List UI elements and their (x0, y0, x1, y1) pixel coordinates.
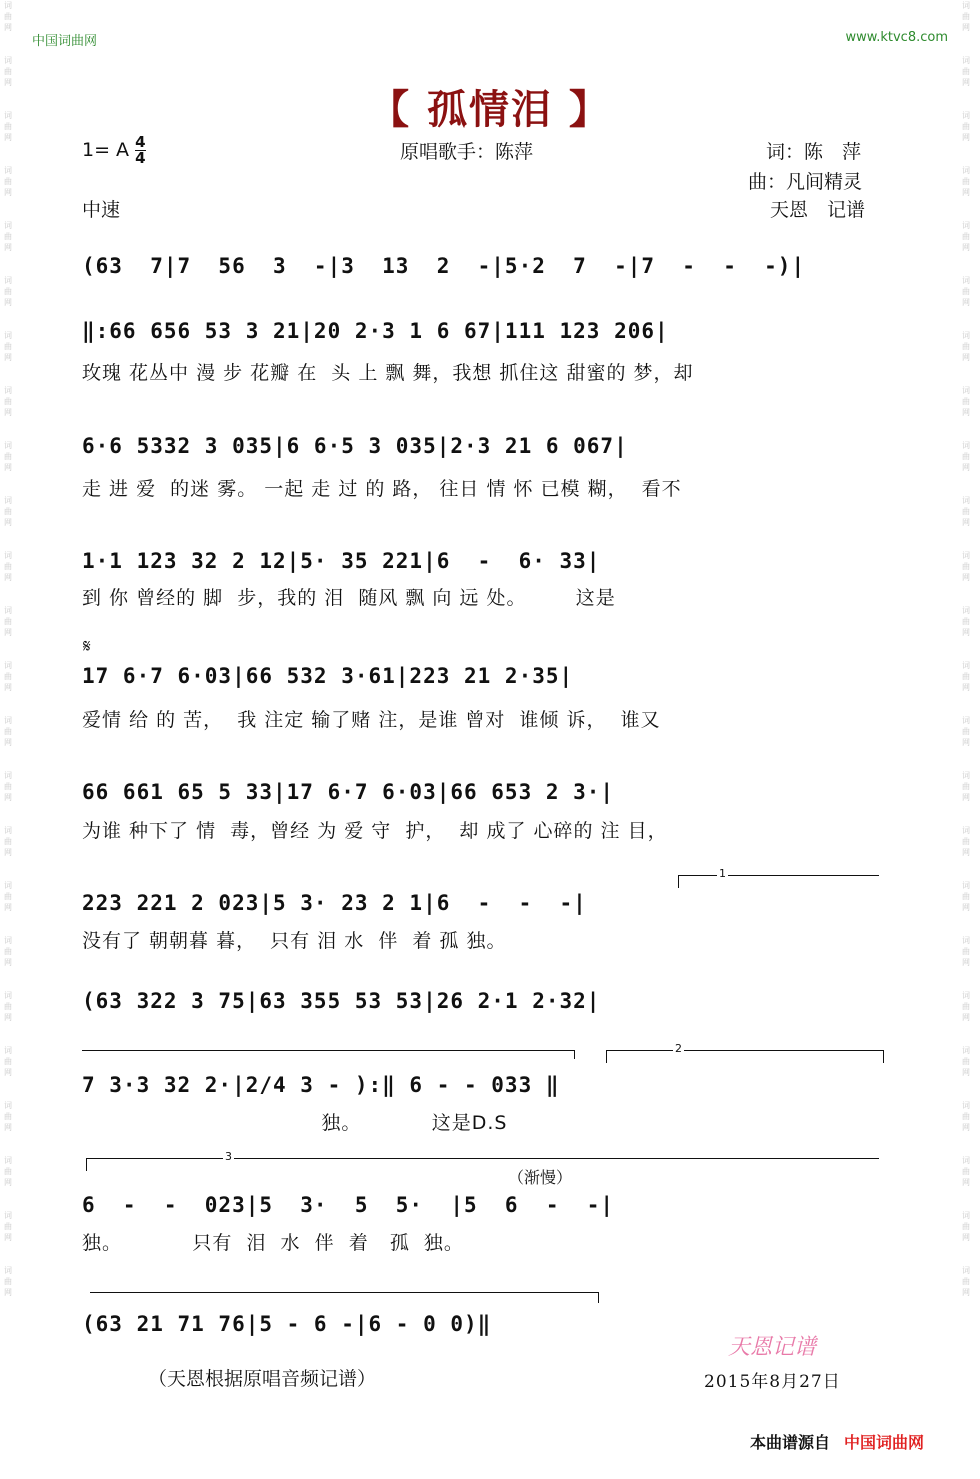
watermark-text: 词曲网 (4, 1156, 12, 1187)
watermark-text: 词曲网 (4, 386, 12, 417)
watermark-text: 词曲网 (962, 1046, 970, 1077)
watermark-text: 词曲网 (4, 1101, 12, 1132)
score-line-10-lyrics: 独。 只有 泪 水 伴 着 孤 独。 (82, 1232, 464, 1254)
footer-credit-site[interactable]: 中国词曲网 (844, 1433, 925, 1452)
watermark-text: 词曲网 (962, 661, 970, 692)
watermark-text: 词曲网 (962, 716, 970, 747)
watermark-text: 词曲网 (4, 606, 12, 637)
transcription-date: 2015年8月27日 (704, 1372, 841, 1392)
watermark-text: 词曲网 (962, 166, 970, 197)
watermark-text: 词曲网 (4, 771, 12, 802)
second-ending-bracket: 2 (606, 1050, 884, 1063)
watermark-text: 词曲网 (4, 331, 12, 362)
time-signature: $\frac{4}{4}$ (135, 133, 146, 167)
watermark-text: 词曲网 (4, 1211, 12, 1242)
score-line-5-notes: 17 6·7 6·03|66 532 3·61|223 21 2·35| (82, 664, 574, 688)
watermark-text: 词曲网 (962, 881, 970, 912)
watermark-text: 词曲网 (4, 826, 12, 857)
watermark-text: 词曲网 (962, 826, 970, 857)
watermark-text: 词曲网 (962, 276, 970, 307)
watermark-text: 词曲网 (962, 1156, 970, 1187)
score-line-7-notes: 223 221 2 023|5 3· 23 2 1|6 - - -| (82, 891, 587, 915)
footer-credit (750, 1430, 924, 1453)
watermark-text: 词曲网 (962, 606, 970, 637)
first-ending-continuation (82, 1050, 575, 1059)
watermark-text: 词曲网 (4, 1266, 12, 1297)
original-singer: 原唱歌手：陈萍 (400, 141, 534, 163)
score-line-9-notes: 7 3·3 32 2·|2/4 3 - ):‖ 6 - - 033 ‖ (82, 1073, 560, 1097)
third-ending-bracket: 3 (86, 1158, 879, 1171)
watermark-text: 词曲网 (962, 386, 970, 417)
watermark-text: 词曲网 (4, 881, 12, 912)
score-line-6-lyrics: 为谁 种下了 情 毒，曾经 为 爱 守 护， 却 成了 心碎的 注 目， (82, 820, 668, 842)
footer-credit-label: 本曲谱源自 (750, 1433, 831, 1452)
song-title: 【 孤情泪 】 (369, 87, 611, 133)
watermark-text: 词曲网 (4, 221, 12, 252)
watermark-text: 词曲网 (4, 551, 12, 582)
score-line-9-lyrics: 独。 这是D.S (82, 1112, 508, 1134)
watermark-text: 词曲网 (4, 1046, 12, 1077)
score-line-7-lyrics: 没有了 朝朝暮 暮， 只有 泪 水 伴 着 孤 独。 (82, 930, 507, 952)
transcriber: 天恩 记谱 (770, 199, 866, 221)
score-line-3-lyrics: 走 进 爱 的迷 雾。 一起 走 过 的 路， 往日 情 怀 已模 糊， 看不 (82, 478, 682, 500)
transcriber-seal: 天恩记谱 (728, 1335, 817, 1360)
watermark-text: 词曲网 (4, 1, 12, 32)
watermark-text: 词曲网 (4, 991, 12, 1022)
score-line-2-notes: ‖:66 656 53 3 21|20 2·3 1 6 67|111 123 206| (82, 319, 669, 343)
watermark-text: 词曲网 (4, 111, 12, 142)
score-line-2-lyrics: 玫瑰 花丛中 漫 步 花瓣 在 头 上 飘 舞，我想 抓住这 甜蜜的 梦，却 (82, 362, 694, 384)
watermark-text: 词曲网 (4, 441, 12, 472)
score-line-1-notes: (63 7|7 56 3 -|3 13 2 -|5·2 7 -|7 - - -)| (82, 254, 806, 278)
watermark-text: 词曲网 (962, 551, 970, 582)
watermark-text: 词曲网 (4, 276, 12, 307)
score-line-8-notes: (63 322 3 75|63 355 53 53|26 2·1 2·32| (82, 989, 601, 1013)
score-line-4-lyrics: 到 你 曾经的 脚 步，我的 泪 随风 飘 向 远 处。 这是 (82, 587, 616, 609)
tempo-direction-ritardando: （渐慢） (508, 1168, 573, 1187)
score-line-10-notes: 6 - - 023|5 3· 5 5· |5 6 - -| (82, 1193, 615, 1217)
watermark-text: 词曲网 (4, 661, 12, 692)
watermark-text: 词曲网 (4, 716, 12, 747)
key-signature: 1= A $\frac{4}{4}$ (82, 133, 146, 167)
segno-sign: 𝄋 (83, 636, 91, 657)
watermark-text: 词曲网 (962, 221, 970, 252)
composer: 曲：凡间精灵 (748, 171, 863, 193)
watermark-text: 词曲网 (962, 991, 970, 1022)
tempo-marking: 中速 (82, 199, 121, 221)
lyricist: 词：陈 萍 (766, 141, 862, 163)
watermark-text: 词曲网 (4, 166, 12, 197)
site-name-left[interactable]: 中国词曲网 (32, 34, 98, 49)
watermark-text: 词曲网 (962, 56, 970, 87)
score-line-4-notes: 1·1 123 32 2 12|5· 35 221|6 - 6· 33| (82, 549, 601, 573)
watermark-text: 词曲网 (962, 331, 970, 362)
right-watermark-strip (962, 0, 976, 1479)
watermark-text: 词曲网 (962, 1, 970, 32)
score-line-11-notes: (63 21 71 76|5 - 6 -|6 - 0 0)‖ (82, 1312, 492, 1336)
watermark-text: 词曲网 (962, 496, 970, 527)
watermark-text: 词曲网 (962, 771, 970, 802)
watermark-text: 词曲网 (962, 1101, 970, 1132)
score-line-5-lyrics: 爱情 给 的 苦， 我 注定 输了赌 注，是谁 曾对 谁倾 诉， 谁又 (82, 709, 661, 731)
transcription-source-note: （天恩根据原唱音频记谱） (148, 1368, 377, 1390)
watermark-text: 词曲网 (4, 936, 12, 967)
first-ending-bracket: 1 (678, 875, 879, 888)
watermark-text: 词曲网 (4, 56, 12, 87)
watermark-text: 词曲网 (962, 111, 970, 142)
watermark-text: 词曲网 (962, 441, 970, 472)
watermark-text: 词曲网 (962, 1266, 970, 1297)
score-line-6-notes: 66 661 65 5 33|17 6·7 6·03|66 653 2 3·| (82, 780, 615, 804)
score-line-3-notes: 6·6 5332 3 035|6 6·5 3 035|2·3 21 6 067| (82, 434, 628, 458)
watermark-text: 词曲网 (4, 496, 12, 527)
watermark-text: 词曲网 (962, 1211, 970, 1242)
site-url-right[interactable]: www.ktvc8.com (845, 30, 948, 45)
left-watermark-strip (4, 0, 18, 1479)
watermark-text: 词曲网 (962, 936, 970, 967)
third-ending-continuation (90, 1292, 599, 1303)
